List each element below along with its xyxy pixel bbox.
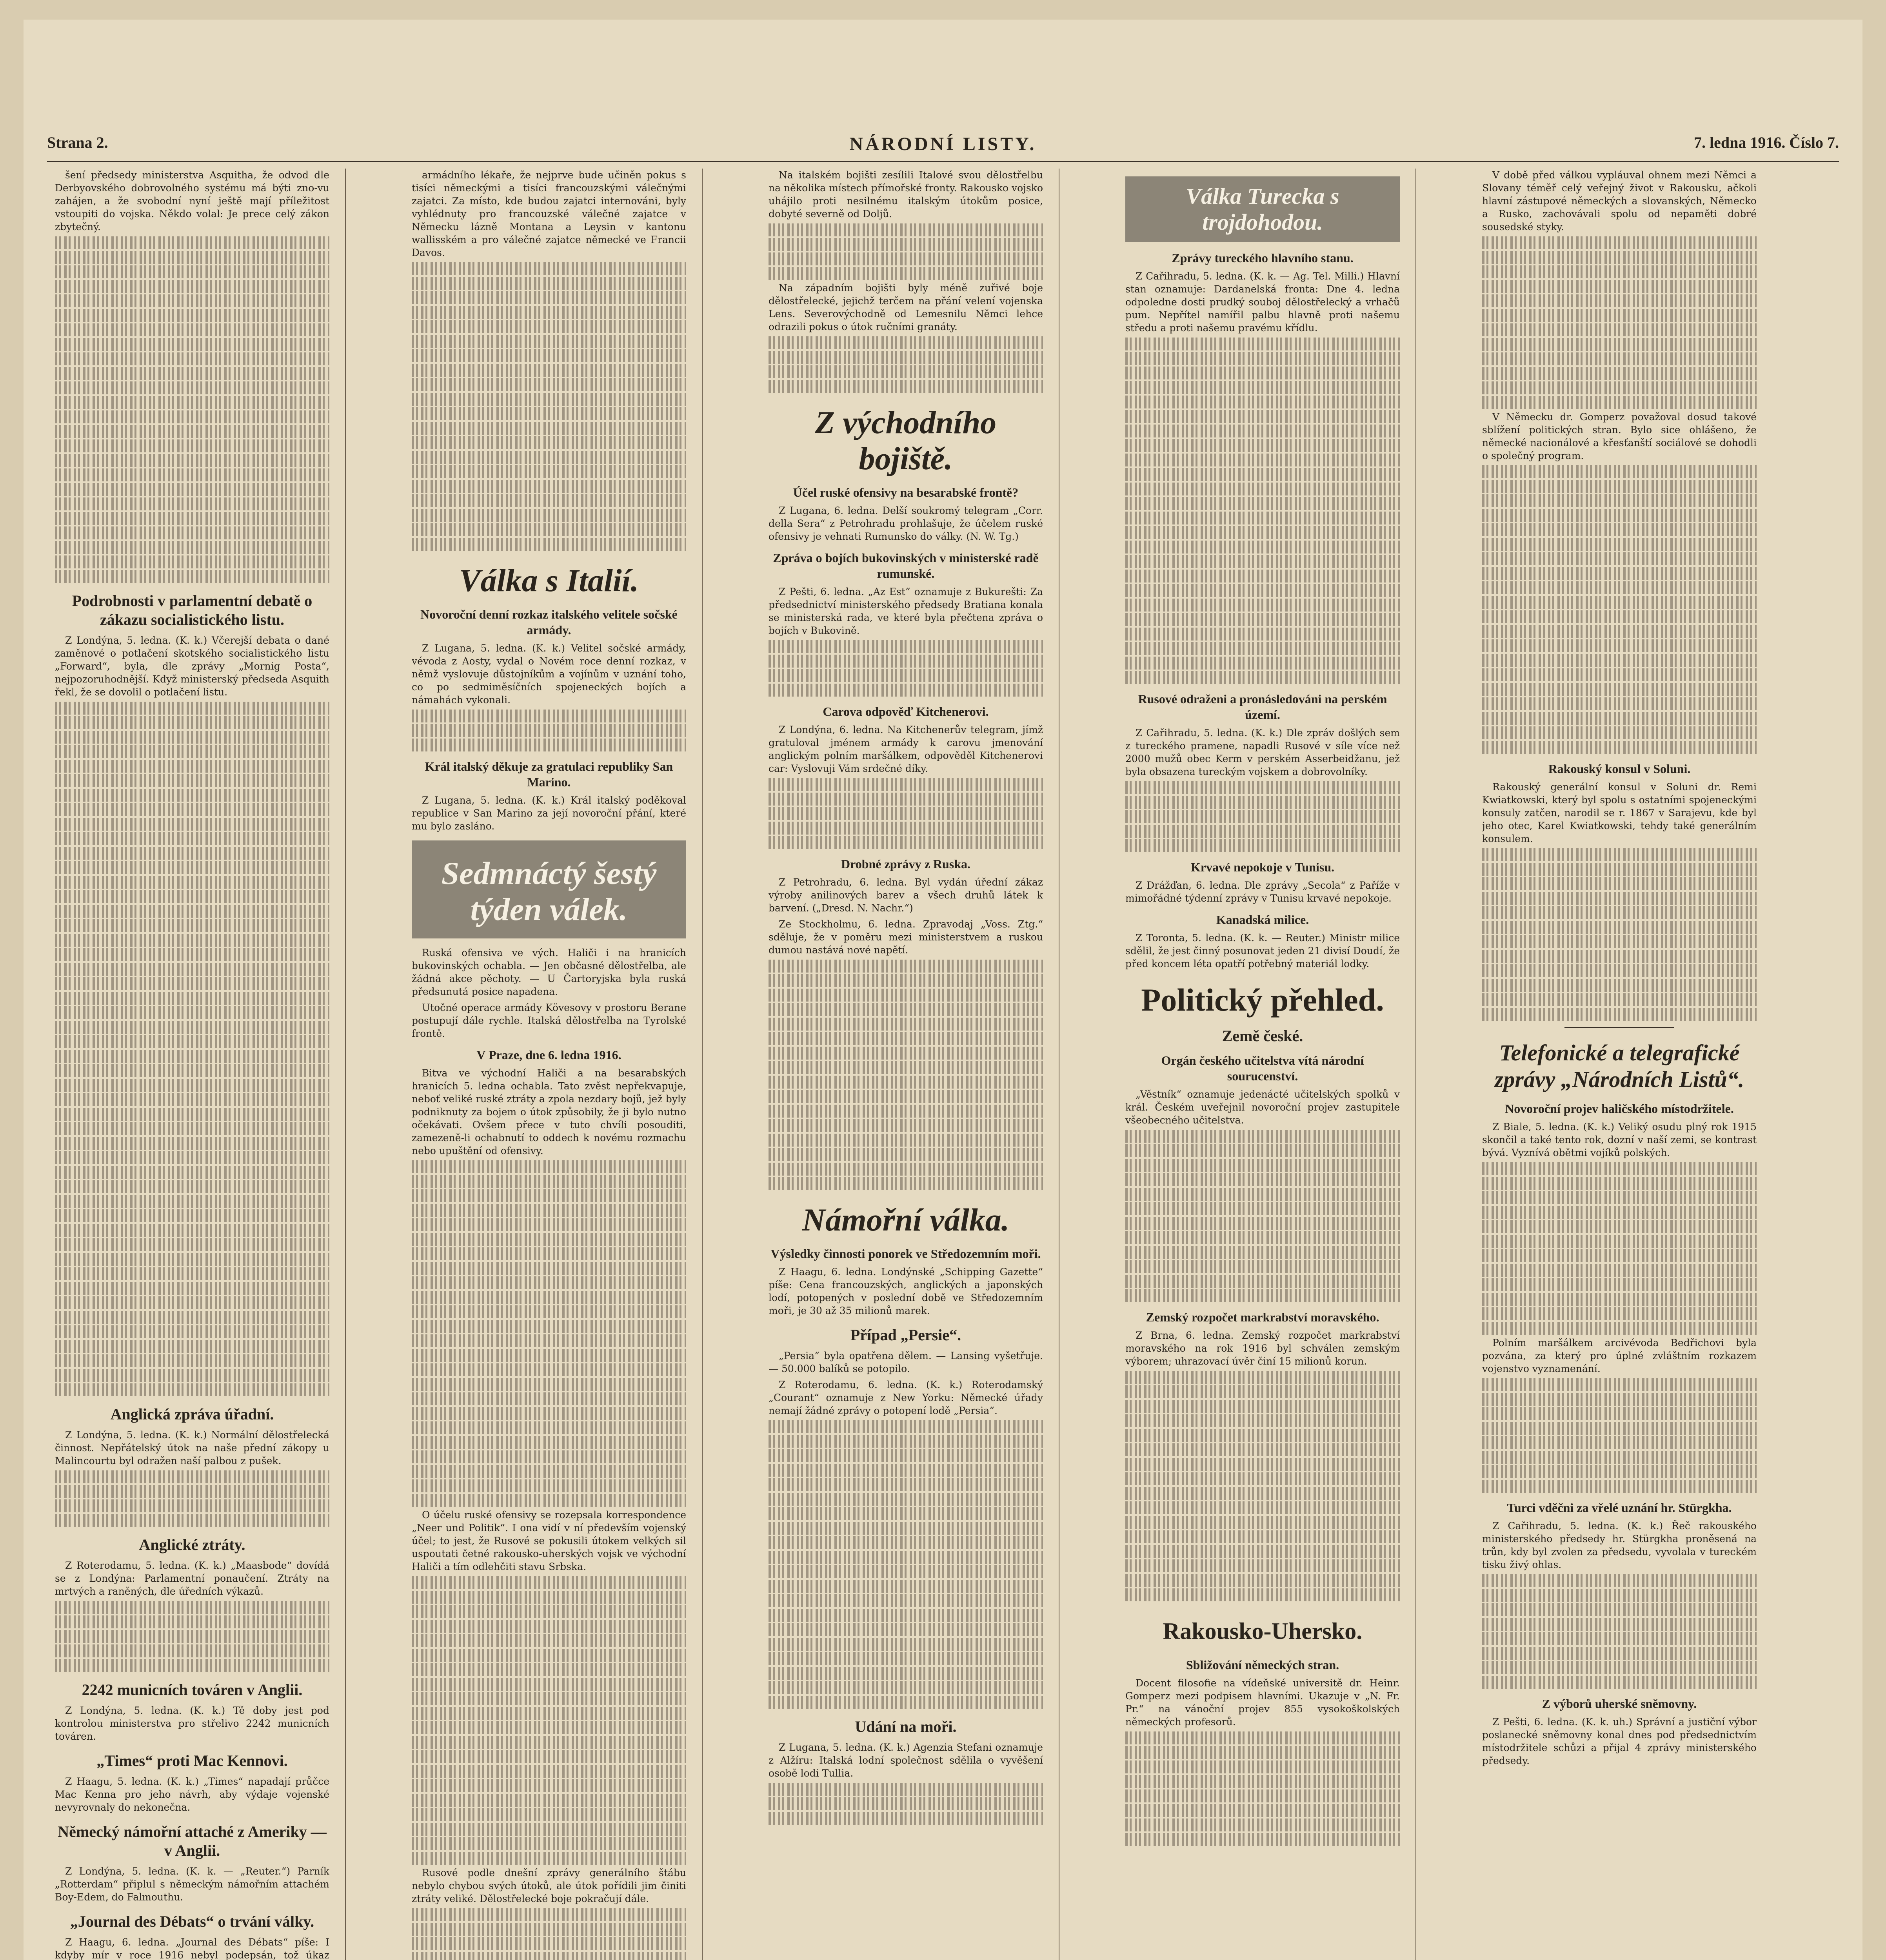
headline: Krvavé nepokoje v Tunisu. [1190, 860, 1335, 874]
article-text: Z Lugana, 5. ledna. (K. k.) Velitel sočské armády, vévoda z Aosty, vydal o Novém roce denní rozkaz, v němž vyslovuje důstojníkům a vojínům v uznání toho, co po sedmiměsíčních spojeneckých bojích a námahách vykonali. [412, 642, 686, 706]
article-text: Z Roterodamu, 5. ledna. (K. k.) „Maasbode“ dovídá se z Londýna: Parlamentní ponaučení. Ztráty na mrtvých a raněných, dle úředních výkazů. [55, 1560, 329, 1597]
article-text: O účelu ruské ofensivy se rozepsala korrespondence „Neer und Politik“. I ona vidí v ní především vojenský účel; to jest, že Rusové se pokusili útokem velkých sil uspoutati četné rakousko-uherských vojsk ve východní Haliči a tím odlehčiti stavu Srbska. [412, 1509, 686, 1572]
article-text: Z Petrohradu, 6. ledna. Byl vydán úřední zákaz výroby anilinových barev a všech druhů látek k barvení. („Dresd. N. Nachr.“) [769, 877, 1043, 914]
weekly-banner [412, 840, 686, 938]
headline: Anglické ztráty. [139, 1536, 245, 1553]
article-text: Z Haagu, 5. ledna. (K. k.) „Times“ napadají průčce Mac Kenna pro jeho návrh, aby výdaje vojenské nevyrovnaly do nekonečna. [55, 1776, 329, 1813]
article-text: „Věstník“ oznamuje jedenácté učitelských spolků v král. Českém uveřejnil novoroční projev zastupitele všeobecného učitelstva. [1125, 1089, 1400, 1126]
headline: Účel ruské ofensivy na besarabské frontě? [793, 485, 1019, 499]
article-text: Rakouský generální konsul v Soluni dr. Remi Kwiatkowski, který byl spolu s ostatními spojeneckými konsuly zatčen, narodil se r. 1867 v Sarajevu, kde byl jeho otec, Karel Kwiatkowski, tehdy také generálním konsulem. [1482, 781, 1757, 844]
headline: Carova odpověď Kitchenerovi. [823, 704, 989, 719]
article-text: Z Cařihradu, 5. ledna. (K. k.) Dle zpráv došlých sem z tureckého pramene, napadli Rusové v síle více než 2000 mužů obec Kerm v perském Asserbeidžanu, jež byla obsazena tureckým vojskem a dobrovolníky. [1125, 727, 1400, 777]
article-text: Z Lugana, 6. ledna. Delší soukromý telegram „Corr. della Sera“ z Petrohradu prohlašuje, že účelem ruské ofensivy je vehnati Rumunsko do války. (N. W. Tg.) [769, 505, 1043, 542]
headline: Král italský děkuje za gratulaci republiky San Marino. [425, 759, 673, 789]
section-title: Sedmnáctý šestý týden válek. [441, 855, 657, 927]
article-text: Z Pešti, 6. ledna. (K. k. uh.) Správní a justiční výbor poslanecké sněmovny konal dnes pod předsednictvím místodržitele schůzi a přijal 4 zprávy ministerského předsedy. [1482, 1716, 1757, 1766]
newspaper-title: NÁRODNÍ LISTY. [849, 134, 1037, 154]
column-5 [1482, 169, 1757, 1960]
headline: Zemský rozpočet markrabství moravského. [1146, 1310, 1379, 1324]
section-title: Rakousko-Uhersko. [1163, 1618, 1363, 1644]
article-text: Z Brna, 6. ledna. Zemský rozpočet markrabství moravského na rok 1916 byl schválen zemským výborem; uhrazovací úvěr činí 15 milionů korun. [1125, 1330, 1400, 1367]
article-text: „Persia“ byla opatřena dělem. — Lansing vyšetřuje. — 50.000 balíků se potopilo. [769, 1350, 1043, 1374]
headline: Kanadská milice. [1216, 913, 1309, 927]
column-2 [412, 169, 686, 1960]
section-title: Telefonické a telegrafické zprávy „Národních Listů“. [1494, 1040, 1744, 1092]
headline: Rusové odraženi a pronásledováni na perském území. [1138, 692, 1387, 722]
headline: Novoroční projev haličského místodržitele. [1505, 1102, 1734, 1116]
article-text: Utočné operace armády Kövesovy v prostoru Berane postupují dále rychle. Italská dělostřelba na Tyrolské frontě. [412, 1002, 686, 1039]
article-text: Z Toronta, 5. ledna. (K. k. — Reuter.) Ministr milice sdělil, že jest činný posunovat jeden 21 divisí Doudí, že před koncem léta opatří potřebný materiál lodky. [1125, 932, 1400, 969]
article-text: Z Lugana, 5. ledna. (K. k.) Král italský poděkoval republice v San Marino za její novoroční přání, které mu bylo zasláno. [412, 795, 686, 832]
article-text: Z Cařihradu, 5. ledna. (K. k.) Řeč rakouského ministerského předsedy hr. Stürgkha proněsená na trůn, kdy byl zvolen za předsedu, vyvolala v tureckém tisku živý ohlas. [1482, 1520, 1757, 1570]
article-text: Na západním bojišti byly méně zuřivé boje dělostřelecké, jejichž terčem na přání velení vojenska Lens. Severovýchodně od Lemesnilu Němci lehce odrazili pokus o útok ručními granáty. [769, 282, 1043, 332]
headline: 2242 municních továren v Anglii. [82, 1681, 303, 1699]
issue-date: 7. ledna 1916. Číslo 7. [1693, 134, 1839, 151]
headline: Sbližování německých stran. [1186, 1658, 1339, 1672]
article-text: Z Lugana, 5. ledna. (K. k.) Agenzia Stefani oznamuje z Alžíru: Italská lodní společnost sdělila o vyvěšení osobě lodi Tullia. [769, 1742, 1043, 1779]
headline: Zprávy tureckého hlavního stanu. [1172, 251, 1354, 265]
article-text: armádního lékaře, že nejprve bude učiněn pokus s tisíci německými a tisíci francouzskými válečnými zajatci. Za místo, kde budou zajatci internováni, byly vyhlédnuty pro francouzské válečné zajatce v Německu lázně Montana a Leysin v kantonu wallisském a pro válečné zajatce německé ve Francii Davos. [412, 169, 686, 258]
headline: Drobné zprávy z Ruska. [841, 857, 971, 871]
article-text: Docent filosofie na vídeňské universitě dr. Heinr. Gomperz mezi podpisem hlavními. Ukazuje v „N. Fr. Pr.“ na vánoční projev 855 vysokoškolských německých profesorů. [1125, 1677, 1400, 1728]
divider [1564, 1027, 1674, 1028]
headline: Německý námořní attaché z Ameriky — v Anglii. [58, 1823, 327, 1859]
headline: Anglická zpráva úřadní. [110, 1405, 274, 1423]
column-1 [55, 169, 329, 1960]
section-title: Politický přehled. [1141, 982, 1384, 1018]
article-text: Z Londýna, 5. ledna. (K. k.) Tě doby jest pod kontrolou ministerstva pro střelivo 2242 municních továren. [55, 1705, 329, 1742]
article-text: Z Londýna, 6. ledna. Na Kitchenerův telegram, jímž gratuloval jménem armády k carovu jmenování anglickým polním maršálkem, odpověděl Kitchenerovi car: Vyslovuji Vám srdečné díky. [769, 724, 1043, 774]
article-text: Z Cařihradu, 5. ledna. (K. k. — Ag. Tel. Milli.) Hlavní stan oznamuje: Dardanelská fronta: Dne 4. ledna odpoledne dosti prudký souboj dělostřelecký a vrhačů pum. Nepřítel namířil palbu hlavně proti našemu středu a proti našemu pravému křídlu. [1125, 270, 1400, 334]
headline: Výsledky činnosti ponorek ve Středozemním moři. [770, 1247, 1041, 1261]
headline: Zpráva o bojích bukovinských v ministerské radě rumunské. [773, 551, 1039, 581]
article-text: Z Haagu, 6. ledna. Londýnské „Schipping Gazette“ píše: Cena francouzských, anglických a japonských lodí, potopených v poslední době ve Středozemním moři, je 30 až 35 milionů marek. [769, 1266, 1043, 1316]
article-text: Bitva ve východní Haliči a na besarabských hranicích 5. ledna ochabla. Tato zvěst nepřekvapuje, neboť veliké ruské ztráty a zpola nezdary bojů, jež byly podniknuty za bojem o útok způsobily, že ji bylo nutno očekávati. Ovšem přece v tuto chvíli posouditi, zamezeně-li ochabnutí to oddech k novému rozmachu nebo upuštění od ofensivy. [412, 1067, 686, 1156]
article-text: Na italském bojišti zesílili Italové svou dělostřelbu na několika místech přímořské fronty. Rakousko vojsko uhájilo proti nesilnému italským útokům posice, dobyté severně od Doljů. [769, 169, 1043, 220]
headline: Případ „Persie“. [850, 1326, 961, 1344]
article-text: V době před válkou vypláuval ohnem mezi Němci a Slovany téměř celý veřejný život v Rakousku, ačkoli hlavní zástupové německých a slovanských, Německo a Rusko, zachovávali spolu od nepaměti dobré sousedské styky. [1482, 169, 1757, 232]
newspaper-page [24, 20, 1862, 1960]
article-text: Rusové podle dnešní zprávy generálního štábu nebylo chybou svých útoků, ale útok pořídili jim činiti ztráty veliké. Dělostřelecké boje pokračují dále. [412, 1867, 686, 1904]
column-rule [1415, 169, 1416, 1960]
article-text: V Německu dr. Gomperz považoval dosud takové sblížení politických stran. Bylo sice ohlášeno, že německé nacionálové a křesťanští sociálové se dohodli o společný program. [1482, 411, 1757, 461]
article-text: Z Londýna, 5. ledna. (K. k.) Včerejší debata o dané zaměnové o potlačení skotského socialistického listu „Forward“, byla, dle zprávy „Mornig Posta“, nejpozoruhodnější. Když ministerský předseda Asquith řekl, že se dovolil o potlačení listu. [55, 635, 329, 698]
article-text: Ruská ofensiva ve vých. Haliči i na hranicích bukovinských ochabla. — Jen občasné dělostřelba, ale žádná akce pěchoty. — U Čartoryjska byla ruská předsunutá posice napadena. [412, 947, 686, 997]
headline: Podrobnosti v parlamentní debatě o zákazu socialistického listu. [72, 592, 313, 628]
headline: Turci vděčni za vřelé uznání hr. Stürgkha. [1507, 1501, 1732, 1515]
article-text: Z Haagu, 6. ledna. „Journal des Débats“ píše: I kdyby mír v roce 1916 nebyl podepsán, tož úkaz [55, 1936, 329, 1960]
article-text: Ze Stockholmu, 6. ledna. Zpravodaj „Voss. Ztg.“ sděluje, že v poměru mezi ministerstvem a ruskou dumou nastává nové napětí. [769, 918, 1043, 956]
headline: „Times“ proti Mac Kennovi. [96, 1752, 288, 1769]
section-banner [1125, 176, 1400, 242]
column-rule [345, 169, 346, 1960]
section-title: Válka s Italií. [459, 563, 639, 598]
article-text: Z Biale, 5. ledna. (K. k.) Veliký osudu plný rok 1915 skončil a také tento rok, dozní v naší zemi, se kontrast bývá. Vyznívá obětmi vojíků polských. [1482, 1121, 1757, 1158]
article-text: šení předsedy ministerstva Asquitha, že odvod dle Derbyovského dobrovolného systému má býti zno-vu zahájen, a že svobodní nyní ještě mají příležitost vstoupiti do vojska. Někdo volal: Je prece celý zákon zbytečný. [55, 169, 329, 232]
headline: Rakouský konsul v Soluni. [1548, 762, 1691, 776]
headline: Země české. [1222, 1027, 1303, 1045]
column-4 [1125, 169, 1400, 1960]
masthead [47, 133, 1839, 162]
headline: Novoroční denní rozkaz italského velitele sočské armády. [420, 607, 678, 637]
headline: „Journal des Débats“ o trvání války. [70, 1913, 314, 1930]
article-text: Z Londýna, 5. ledna. (K. k. — „Reuter.“) Parník „Rotterdam“ připlul s německým námořním attachém Boy-Edem, do Falmouthu. [55, 1866, 329, 1903]
column-3 [769, 169, 1043, 1960]
article-text: Z Londýna, 5. ledna. (K. k.) Normální dělostřelecká činnost. Nepřátelský útok na naše přední zákopy u Malincourtu byl odražen naší palbou z pušek. [55, 1429, 329, 1466]
headline: Orgán českého učitelstva vítá národní sourucenství. [1161, 1053, 1364, 1083]
headline: Udání na moři. [855, 1718, 957, 1735]
article-text: Z Pešti, 6. ledna. „Az Est“ oznamuje z Bukurešti: Za předsednictví ministerského předsedy Bratiana konala se ministerská rada, ve které byla přečtena zpráva o bojích v Bukovině. [769, 586, 1043, 636]
section-title: Z východního bojiště. [815, 405, 997, 476]
section-title: Námořní válka. [802, 1202, 1010, 1238]
column-rule [702, 169, 703, 1960]
page-number: Strana 2. [47, 134, 108, 151]
headline: Z výborů uherské sněmovny. [1542, 1697, 1697, 1711]
article-text: Polním maršálkem arcivévoda Bedřichovi byla pozvána, za který pro úplné zvláštním rozkazem vojenstvo vyznamenání. [1482, 1337, 1757, 1374]
dateline: V Praze, dne 6. ledna 1916. [476, 1048, 621, 1062]
article-text: Z Roterodamu, 6. ledna. (K. k.) Roterodamský „Courant“ oznamuje z New Yorku: Německé úřady nemají žádné zprávy o potopení lodě „Persia“. [769, 1379, 1043, 1416]
section-title: Válka Turecka s trojdohodou. [1186, 183, 1339, 235]
article-text: Z Drážďan, 6. ledna. Dle zprávy „Secola“ z Paříže v mimořádné týdenní zprávy v Tunisu krvavé nepokoje. [1125, 880, 1400, 904]
